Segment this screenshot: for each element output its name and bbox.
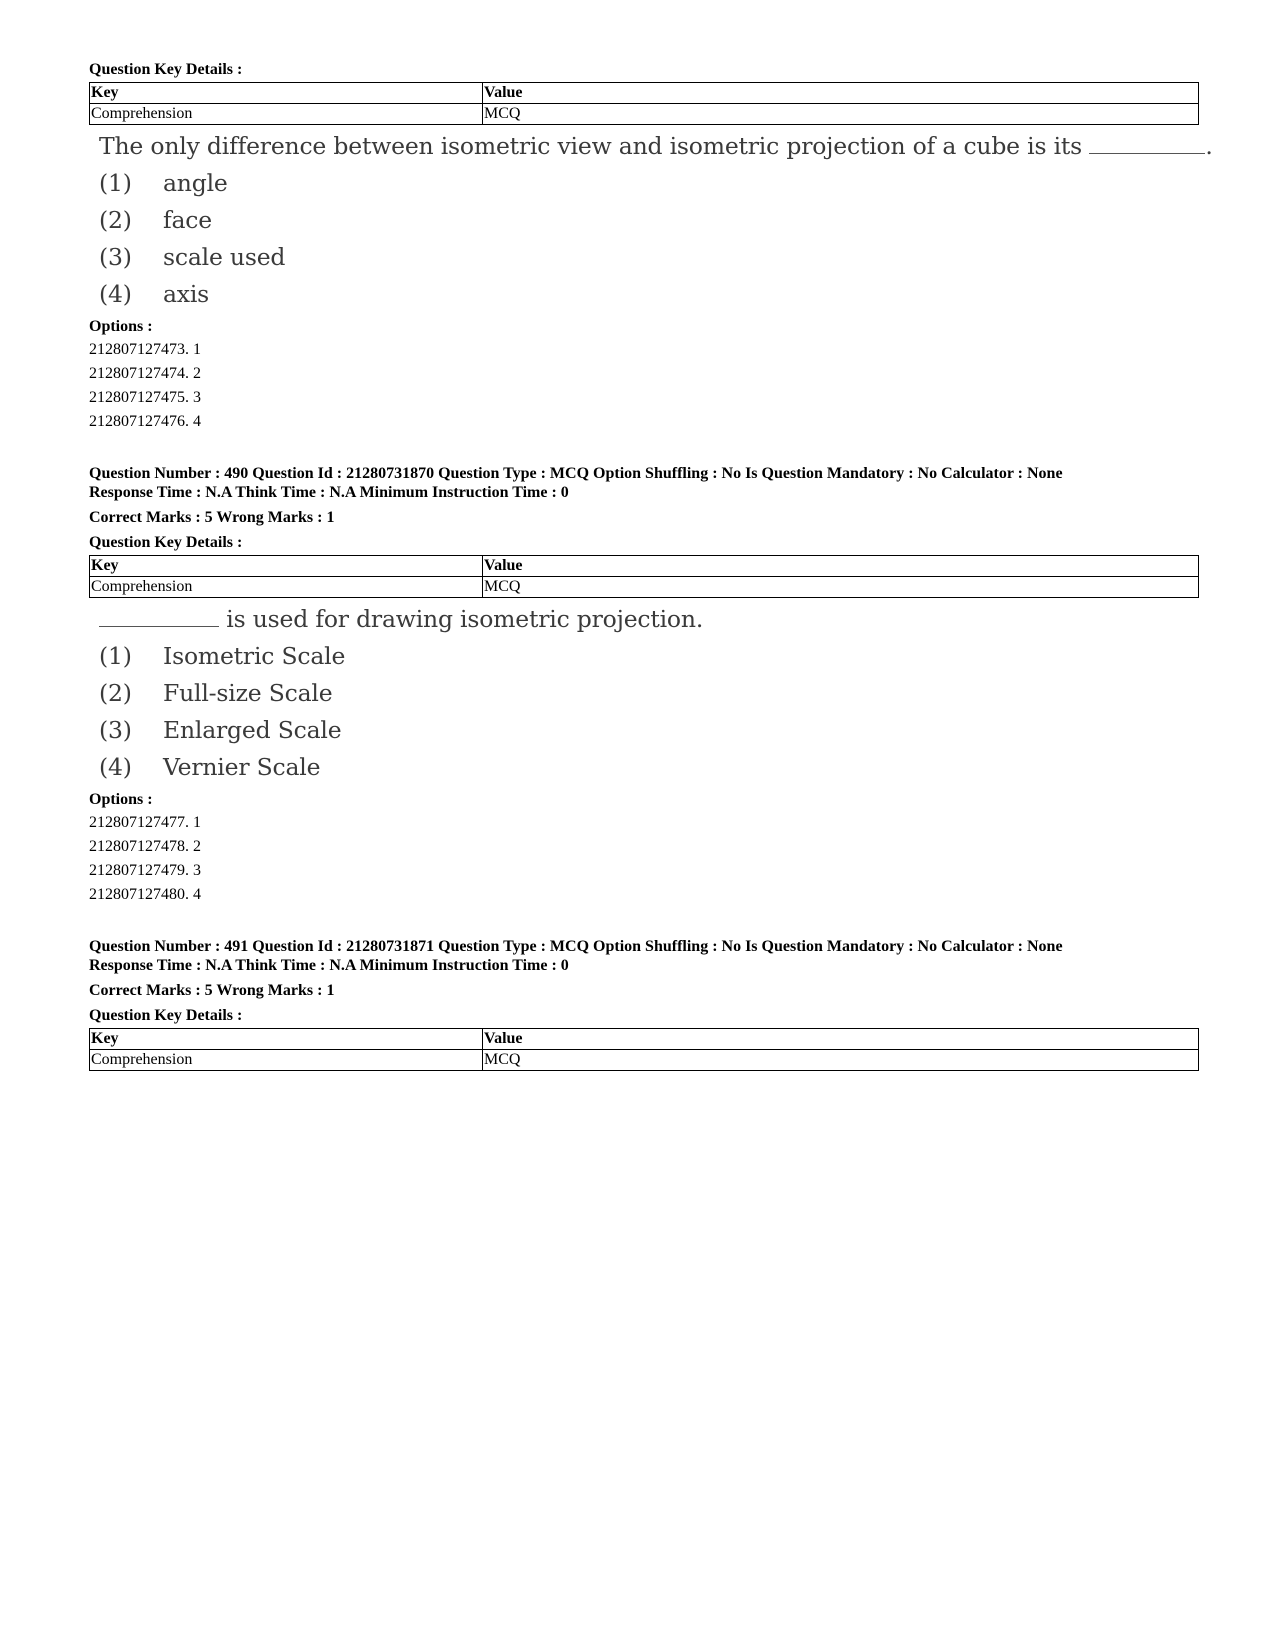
key-details-label: Question Key Details :: [89, 1007, 243, 1024]
question-490-body: [89, 601, 1199, 786]
options-list: [89, 338, 1199, 434]
choice-item: [89, 276, 1199, 313]
stem-period: .: [1205, 132, 1213, 160]
table-header-row: [90, 1029, 1199, 1050]
key-header: Key: [90, 1029, 483, 1050]
table-row: [90, 577, 1199, 598]
value-header: Value: [483, 1029, 1199, 1050]
key-details-table: [89, 1028, 1199, 1071]
key-cell: Comprehension: [90, 1050, 483, 1071]
key-details-label: Question Key Details :: [89, 534, 243, 551]
table-row: [90, 1050, 1199, 1071]
option-line: 212807127474. 2: [89, 365, 201, 382]
choice-text: Enlarged Scale: [163, 716, 342, 744]
marks-line: Correct Marks : 5 Wrong Marks : 1: [89, 509, 335, 526]
question-meta: Response Time : N.A Think Time : N.A Minimum Instruction Time : 0: [89, 484, 569, 501]
option-line: 212807127478. 2: [89, 838, 201, 855]
table-header-row: [90, 556, 1199, 577]
option-line: 212807127480. 4: [89, 886, 201, 903]
question-stem: [89, 128, 1213, 165]
key-details-label: Question Key Details :: [89, 61, 243, 78]
choice-text: axis: [163, 280, 210, 308]
choice-number: (2): [99, 679, 132, 707]
option-line: 212807127477. 1: [89, 814, 201, 831]
answer-blank: [1089, 152, 1205, 154]
choice-text: scale used: [163, 243, 286, 271]
table-row: [90, 104, 1199, 125]
value-cell: MCQ: [483, 577, 1199, 598]
key-cell: Comprehension: [90, 577, 483, 598]
choice-number: (1): [99, 642, 132, 670]
choice-text: Isometric Scale: [163, 642, 346, 670]
choice-text: face: [163, 206, 212, 234]
choice-number: (1): [99, 169, 132, 197]
value-cell: MCQ: [483, 104, 1199, 125]
choice-number: (3): [99, 716, 132, 744]
value-header: Value: [483, 83, 1199, 104]
choice-text: Full-size Scale: [163, 679, 333, 707]
question-stem: [89, 601, 1199, 638]
choice-number: (2): [99, 206, 132, 234]
choice-item: [89, 202, 1199, 239]
choice-number: (3): [99, 243, 132, 271]
key-header: Key: [90, 556, 483, 577]
question-stem-text: is used for drawing isometric projection.: [226, 605, 704, 633]
choice-number: (4): [99, 280, 132, 308]
document-page: [89, 60, 1213, 1071]
key-details-table: [89, 555, 1199, 598]
key-header: Key: [90, 83, 483, 104]
options-list: [89, 811, 1199, 907]
choice-text: Vernier Scale: [163, 753, 321, 781]
question-489-body: [89, 128, 1213, 313]
option-line: 212807127479. 3: [89, 862, 201, 879]
answer-blank: [99, 625, 219, 627]
choice-item: [89, 749, 1199, 786]
option-line: 212807127475. 3: [89, 389, 201, 406]
value-header: Value: [483, 556, 1199, 577]
choice-item: [89, 675, 1199, 712]
question-meta: Question Number : 490 Question Id : 21280731870 Question Type : MCQ Option Shuffling : No Is Question Mandatory : No Calculator : None: [89, 465, 1063, 482]
options-label: Options :: [89, 318, 153, 335]
choice-item: [89, 165, 1199, 202]
question-meta: Response Time : N.A Think Time : N.A Minimum Instruction Time : 0: [89, 957, 569, 974]
value-cell: MCQ: [483, 1050, 1199, 1071]
marks-line: Correct Marks : 5 Wrong Marks : 1: [89, 982, 335, 999]
key-cell: Comprehension: [90, 104, 483, 125]
option-line: 212807127473. 1: [89, 341, 201, 358]
option-line: 212807127476. 4: [89, 413, 201, 430]
choice-number: (4): [99, 753, 132, 781]
key-details-table: [89, 82, 1199, 125]
question-stem-text: The only difference between isometric view and isometric projection of a cube is its: [99, 132, 1083, 160]
question-meta: Question Number : 491 Question Id : 21280731871 Question Type : MCQ Option Shuffling : No Is Question Mandatory : No Calculator : None: [89, 938, 1063, 955]
choice-item: [89, 239, 1199, 276]
table-header-row: [90, 83, 1199, 104]
choice-item: [89, 712, 1199, 749]
choice-item: [89, 638, 1199, 675]
choice-text: angle: [163, 169, 228, 197]
options-label: Options :: [89, 791, 153, 808]
